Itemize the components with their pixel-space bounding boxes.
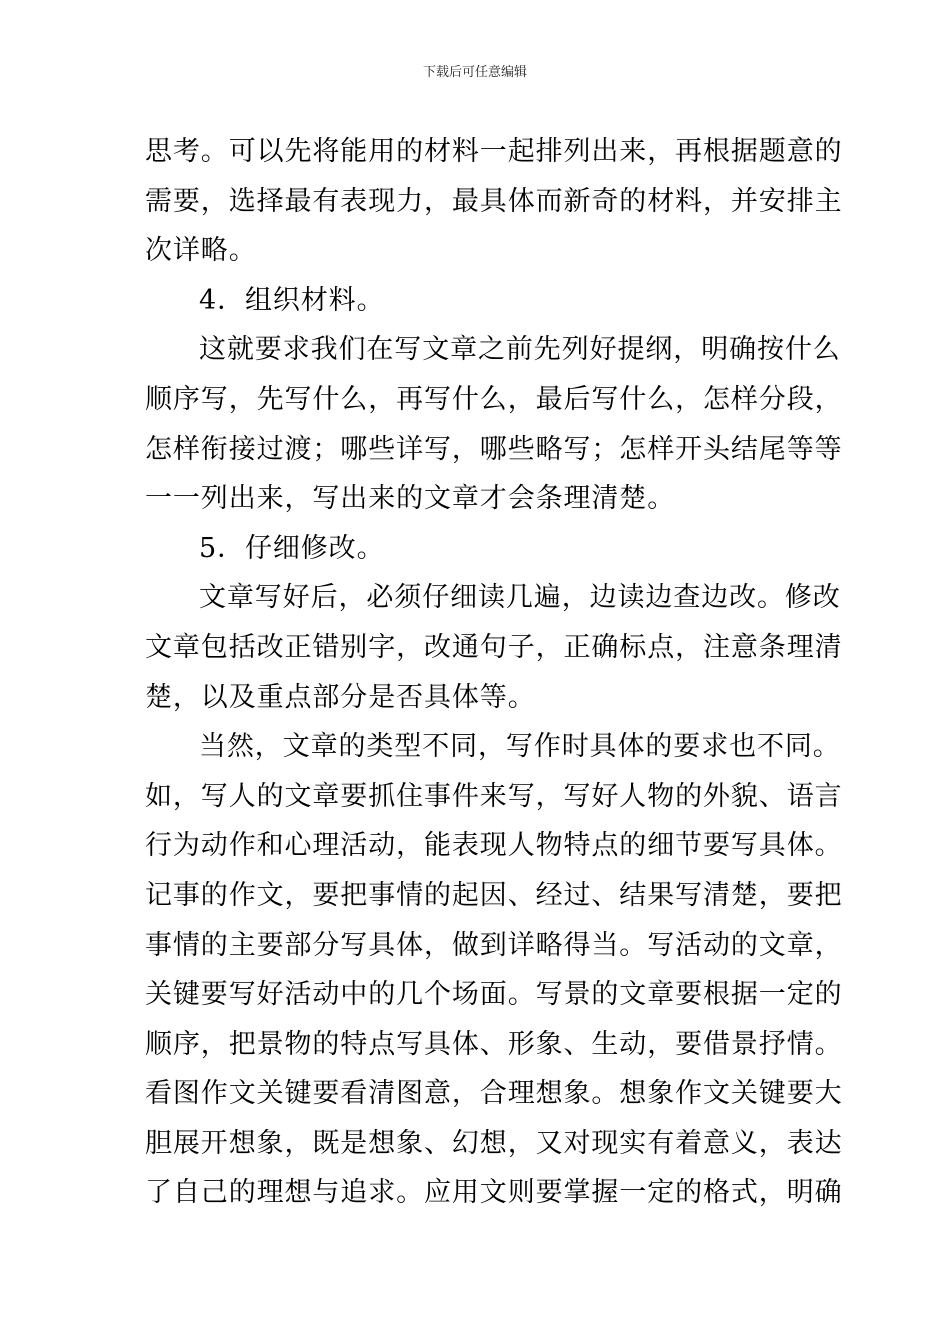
- text-line: 次详略。: [145, 235, 257, 267]
- text-line: 看图作文关键要看清图意，合理想象。想象作文关键要大: [145, 1078, 843, 1110]
- text-line: 顺序写，先写什么，再写什么，最后写什么，怎样分段，: [145, 383, 843, 415]
- text-line: 顺序，把景物的特点写具体、形象、生动，要借景抒情。: [145, 1028, 843, 1060]
- section-heading-4: 4．组织材料。: [199, 284, 385, 316]
- text-line: 这就要求我们在写文章之前先列好提纲，明确按什么: [199, 334, 841, 366]
- text-line: 文章写好后，必须仔细读几遍，边读边查边改。修改: [199, 582, 841, 614]
- text-line: 如，写人的文章要抓住事件来写，写好人物的外貌、语言: [145, 780, 843, 812]
- text-line: 关键要写好活动中的几个场面。写景的文章要根据一定的: [145, 979, 843, 1011]
- page-header: 下载后可任意编辑: [422, 65, 527, 80]
- text-line: 行为动作和心理活动，能表现人物特点的细节要写具体。: [145, 830, 843, 862]
- body-text: [145, 127, 843, 1218]
- text-line: 思考。可以先将能用的材料一起排列出来，再根据题意的: [145, 136, 843, 167]
- section-heading-5: 5．仔细修改。: [199, 532, 385, 564]
- text-line: 了自己的理想与追求。应用文则要掌握一定的格式，明确: [145, 1177, 843, 1209]
- text-line: 一一列出来，写出来的文章才会条理清楚。: [145, 483, 676, 515]
- text-line: 需要，选择最有表现力，最具体而新奇的材料，并安排主: [145, 185, 843, 217]
- text-line: 文章包括改正错别字，改通句子，正确标点，注意条理清: [145, 631, 843, 663]
- text-line: 事情的主要部分写具体，做到详略得当。写活动的文章，: [145, 929, 843, 961]
- text-line: 楚，以及重点部分是否具体等。: [145, 681, 536, 713]
- text-line: 记事的作文，要把事情的起因、经过、结果写清楚，要把: [145, 879, 843, 911]
- text-line: 怎样衔接过渡；哪些详写，哪些略写；怎样开头结尾等等: [145, 433, 843, 465]
- text-line: 胆展开想象，既是想象、幻想，又对现实有着意义，表达: [145, 1127, 843, 1159]
- text-line: 当然，文章的类型不同，写作时具体的要求也不同。: [199, 731, 841, 763]
